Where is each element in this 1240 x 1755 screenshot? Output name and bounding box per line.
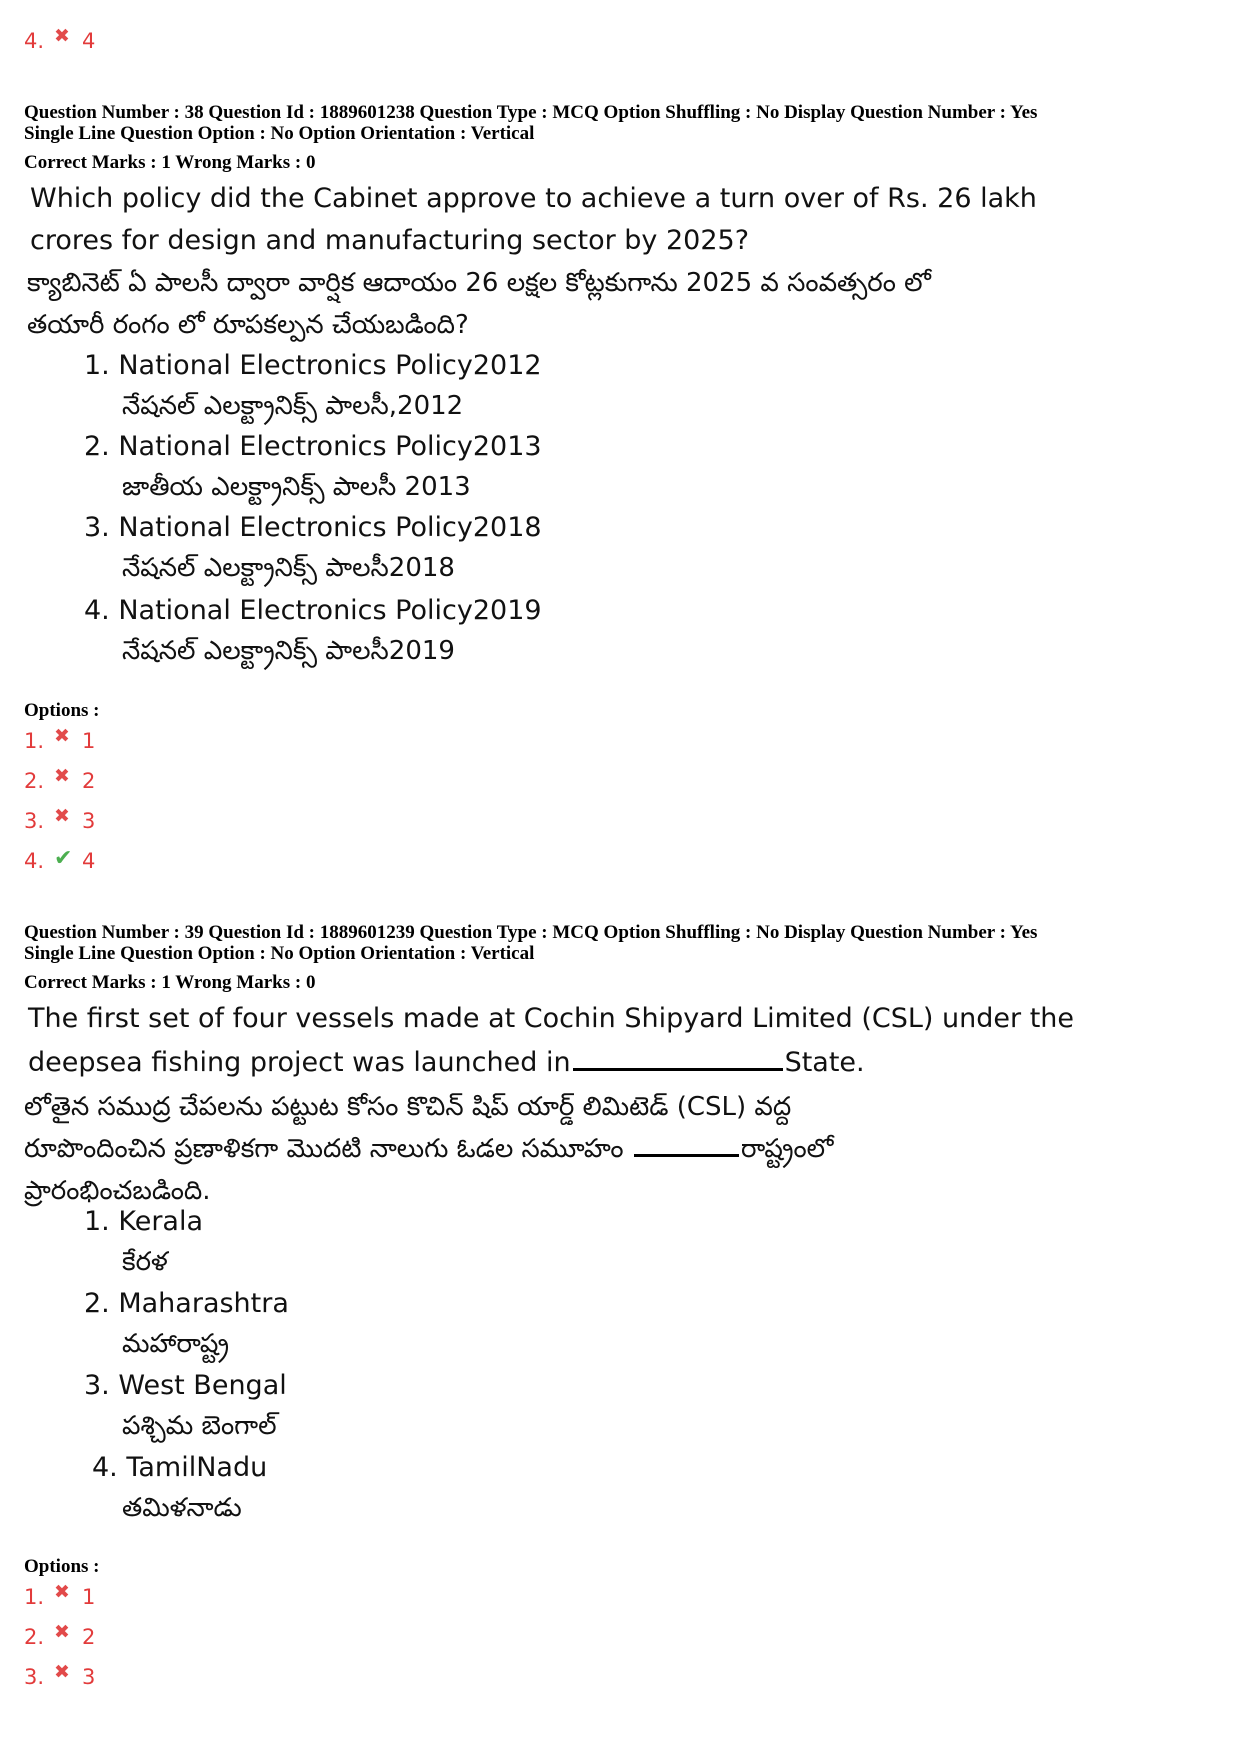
choice-telugu: నేషనల్ ఎలక్ట్రానిక్స్ పాలసీ2018 xyxy=(122,553,455,583)
choice-telugu: జాతీయ ఎలక్ట్రానిక్స్ పాలసీ 2013 xyxy=(122,472,471,502)
question-text xyxy=(27,178,1037,346)
answer-blank xyxy=(634,1128,739,1157)
question-line: The first set of four vessels made at Cochin Shipyard Limited (CSL) under the xyxy=(28,1003,1074,1034)
question-fragment: రూపొందించిన ప్రణాళికగా మొదటి నాలుగు ఓడల సమూహం xyxy=(24,1134,632,1164)
option-label: 3 xyxy=(82,1665,96,1689)
options-label: Options : xyxy=(24,1556,100,1577)
cross-icon: ✖ xyxy=(54,805,70,827)
options-label: Options : xyxy=(24,700,100,721)
choice-telugu: పశ్చిమ బెంగాల్ xyxy=(122,1411,277,1441)
question-line: crores for design and manufacturing sector by 2025? xyxy=(30,225,750,256)
option-number: 4. xyxy=(24,849,45,873)
question-text xyxy=(24,998,1074,1212)
answer-choice xyxy=(84,1366,287,1446)
choice-english: 2. Maharashtra xyxy=(84,1288,289,1319)
option-row xyxy=(24,1582,95,1612)
option-row xyxy=(24,26,95,56)
option-number: 1. xyxy=(24,729,45,753)
answer-choice xyxy=(84,1202,203,1282)
option-row xyxy=(24,726,95,756)
option-label: 3 xyxy=(82,809,96,833)
cross-icon: ✖ xyxy=(54,1661,70,1683)
question-marks: Correct Marks : 1 Wrong Marks : 0 xyxy=(24,972,316,993)
answer-choice xyxy=(84,346,542,426)
choice-english: 4. National Electronics Policy2019 xyxy=(84,595,542,626)
option-number: 4. xyxy=(24,29,45,53)
answer-choice xyxy=(84,1284,289,1364)
option-label: 1 xyxy=(82,729,96,753)
question-line-telugu: లోతైన సముద్ర చేపలను పట్టుట కోసం కొచిన్ షిప్ యార్డ్ లిమిటెడ్ (CSL) వద్ద xyxy=(24,1092,792,1122)
question-line-telugu: తయారీ రంగం లో రూపకల్పన చేయబడింది? xyxy=(27,310,469,340)
choice-english: 3. National Electronics Policy2018 xyxy=(84,512,542,543)
option-number: 3. xyxy=(24,1665,45,1689)
question-line-telugu: ప్రారంభించబడింది. xyxy=(24,1176,211,1206)
cross-icon: ✖ xyxy=(54,25,70,47)
question-line-telugu xyxy=(24,1128,1074,1170)
answer-choice xyxy=(84,427,542,507)
question-line: Which policy did the Cabinet approve to achieve a turn over of Rs. 26 lakh xyxy=(30,183,1037,214)
choice-telugu: కేరళ xyxy=(122,1247,168,1277)
question-meta xyxy=(24,922,1037,964)
option-row xyxy=(24,1662,95,1692)
choice-english: 1. National Electronics Policy2012 xyxy=(84,350,542,381)
option-number: 3. xyxy=(24,809,45,833)
option-row xyxy=(24,1622,95,1652)
choice-telugu: నేషనల్ ఎలక్ట్రానిక్స్ పాలసీ2019 xyxy=(122,636,455,666)
question-line xyxy=(28,1042,1074,1086)
choice-english: 3. West Bengal xyxy=(84,1370,287,1401)
choice-telugu: మహారాష్ట్ర xyxy=(122,1329,229,1359)
choice-english: 4. TamilNadu xyxy=(92,1452,268,1483)
option-number: 2. xyxy=(24,1625,45,1649)
meta-line: Question Number : 39 Question Id : 1889601239 Question Type : MCQ Option Shuffling : No Display Question Number : Yes xyxy=(24,922,1038,943)
cross-icon: ✖ xyxy=(54,1581,70,1603)
choice-telugu: తమిళనాడు xyxy=(122,1493,242,1523)
meta-line: Single Line Question Option : No Option Orientation : Vertical xyxy=(24,123,535,144)
question-line-telugu: క్యాబినెట్ ఏ పాలసీ ద్వారా వార్షిక ఆదాయం 26 లక్షల కోట్లకుగాను 2025 వ సంవత్సరం లో xyxy=(27,268,931,298)
question-fragment: deepsea fishing project was launched in xyxy=(28,1047,571,1078)
choice-english: 1. Kerala xyxy=(84,1206,204,1237)
question-marks: Correct Marks : 1 Wrong Marks : 0 xyxy=(24,152,316,173)
answer-choice xyxy=(92,1448,267,1528)
cross-icon: ✖ xyxy=(54,725,70,747)
option-number: 2. xyxy=(24,769,45,793)
cross-icon: ✖ xyxy=(54,1621,70,1643)
option-label: 4 xyxy=(82,29,96,53)
question-fragment: రాష్ట్రంలో xyxy=(740,1134,834,1164)
option-label: 1 xyxy=(82,1585,96,1609)
cross-icon: ✖ xyxy=(54,765,70,787)
answer-choice xyxy=(84,591,542,671)
option-label: 2 xyxy=(82,1625,96,1649)
choice-english: 2. National Electronics Policy2013 xyxy=(84,431,542,462)
check-icon: ✔ xyxy=(54,845,73,871)
option-label: 2 xyxy=(82,769,96,793)
answer-blank xyxy=(573,1042,783,1071)
option-label: 4 xyxy=(82,849,96,873)
option-row xyxy=(24,806,95,836)
option-number: 1. xyxy=(24,1585,45,1609)
question-fragment: State. xyxy=(784,1047,865,1078)
answer-choice xyxy=(84,508,542,588)
choice-telugu: నేషనల్ ఎలక్ట్రానిక్స్ పాలసీ,2012 xyxy=(122,391,464,421)
option-row xyxy=(24,846,95,876)
option-row xyxy=(24,766,95,796)
meta-line: Question Number : 38 Question Id : 1889601238 Question Type : MCQ Option Shuffling : No Display Question Number : Yes xyxy=(24,102,1038,123)
meta-line: Single Line Question Option : No Option Orientation : Vertical xyxy=(24,943,535,964)
question-meta xyxy=(24,102,1037,144)
